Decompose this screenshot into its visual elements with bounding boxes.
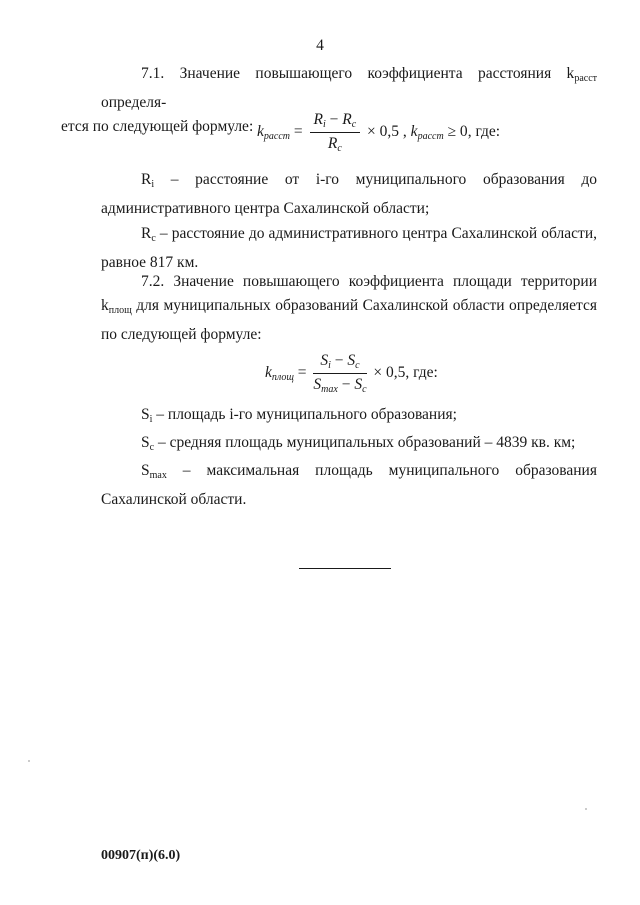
paragraph-7-2-line2: для муниципальных образований Сахалинской области определяется по следующей формуле:	[101, 297, 598, 343]
smax-symbol: S	[141, 462, 150, 479]
si-symbol: S	[141, 406, 150, 423]
rc-text: – расстояние до административного центра Сахалинской области, равное 817 км.	[101, 225, 597, 271]
definition-smax: $S_{max}$ – максимальная площадь муниципального образования Сахалинской области.	[101, 462, 597, 508]
formula-k-ploshch	[265, 352, 438, 395]
formula1-times: × 0,5	[367, 123, 400, 141]
definition-rc: $R_c$ – расстояние до административного центра Сахалинской области, равное 817 км.	[101, 225, 597, 271]
k-ploshch-subscript: площ	[108, 305, 132, 316]
smax-text: – максимальная площадь муниципального образования Сахалинской области.	[101, 462, 597, 508]
definition-sc: $S_c$ – средняя площадь муниципальных образований – 4839 кв. км;	[141, 434, 576, 453]
formula2-numerator: $S_i - S_c$	[313, 352, 366, 374]
formula1-lhs: $k_{расст}$	[257, 123, 290, 143]
formula1-tail: , где:	[467, 123, 501, 141]
page-number: 4	[316, 37, 324, 54]
formula1-denominator: $R_c$	[327, 135, 342, 154]
paragraph-7-1-line2: ется по следующей формуле:	[61, 118, 254, 135]
paragraph-7-1-line1-end: определя-	[101, 94, 167, 111]
k-rasst-subscript: расст	[574, 73, 597, 84]
sc-text: – средняя площадь муниципальных образований – 4839 кв. км;	[154, 434, 576, 451]
scan-speck	[28, 760, 30, 762]
si-text: – площадь i-го муниципального образования;	[152, 406, 457, 423]
paragraph-7-1-line1: 7.1. Значение повышающего коэффициента расстояния k	[141, 65, 575, 82]
formula1-equals: =	[293, 123, 303, 141]
formula2-lhs: $k_{площ}$	[265, 364, 294, 384]
formula2-times: × 0,5	[373, 364, 406, 382]
definition-si: $S_i$ – площадь i-го муниципального образования;	[141, 406, 457, 425]
ri-text: – расстояние от i-го муниципального образования до административного центра Сахалинской области;	[101, 171, 597, 217]
separator-line	[299, 568, 391, 569]
definition-ri: $R_i$ – расстояние от i-го муниципального образования до административного центра Сахалинской области;	[101, 171, 597, 217]
formula1-numerator: $R_i - R_c$	[310, 111, 361, 133]
formula2-denominator: $S_{max} - S_c$	[313, 376, 367, 395]
formula2-fraction	[313, 352, 366, 395]
ri-symbol: R	[141, 171, 152, 188]
formula2-tail: , где:	[405, 364, 438, 382]
sc-symbol: S	[141, 434, 150, 451]
formula1-condition: $k_{расст} \ge 0$	[410, 123, 468, 143]
formula-k-rasst	[257, 111, 500, 154]
formula2-equals: =	[297, 364, 307, 382]
document-code: 00907(п)(6.0)	[101, 848, 181, 863]
formula1-comma: ,	[402, 123, 407, 141]
paragraph-7-2-line1: 7.2. Значение повышающего коэффициента площади территории k	[101, 273, 597, 314]
formula1-fraction	[310, 111, 361, 154]
paragraph-7-2	[101, 270, 597, 347]
scan-speck	[585, 808, 587, 810]
rc-symbol: R	[141, 225, 152, 242]
